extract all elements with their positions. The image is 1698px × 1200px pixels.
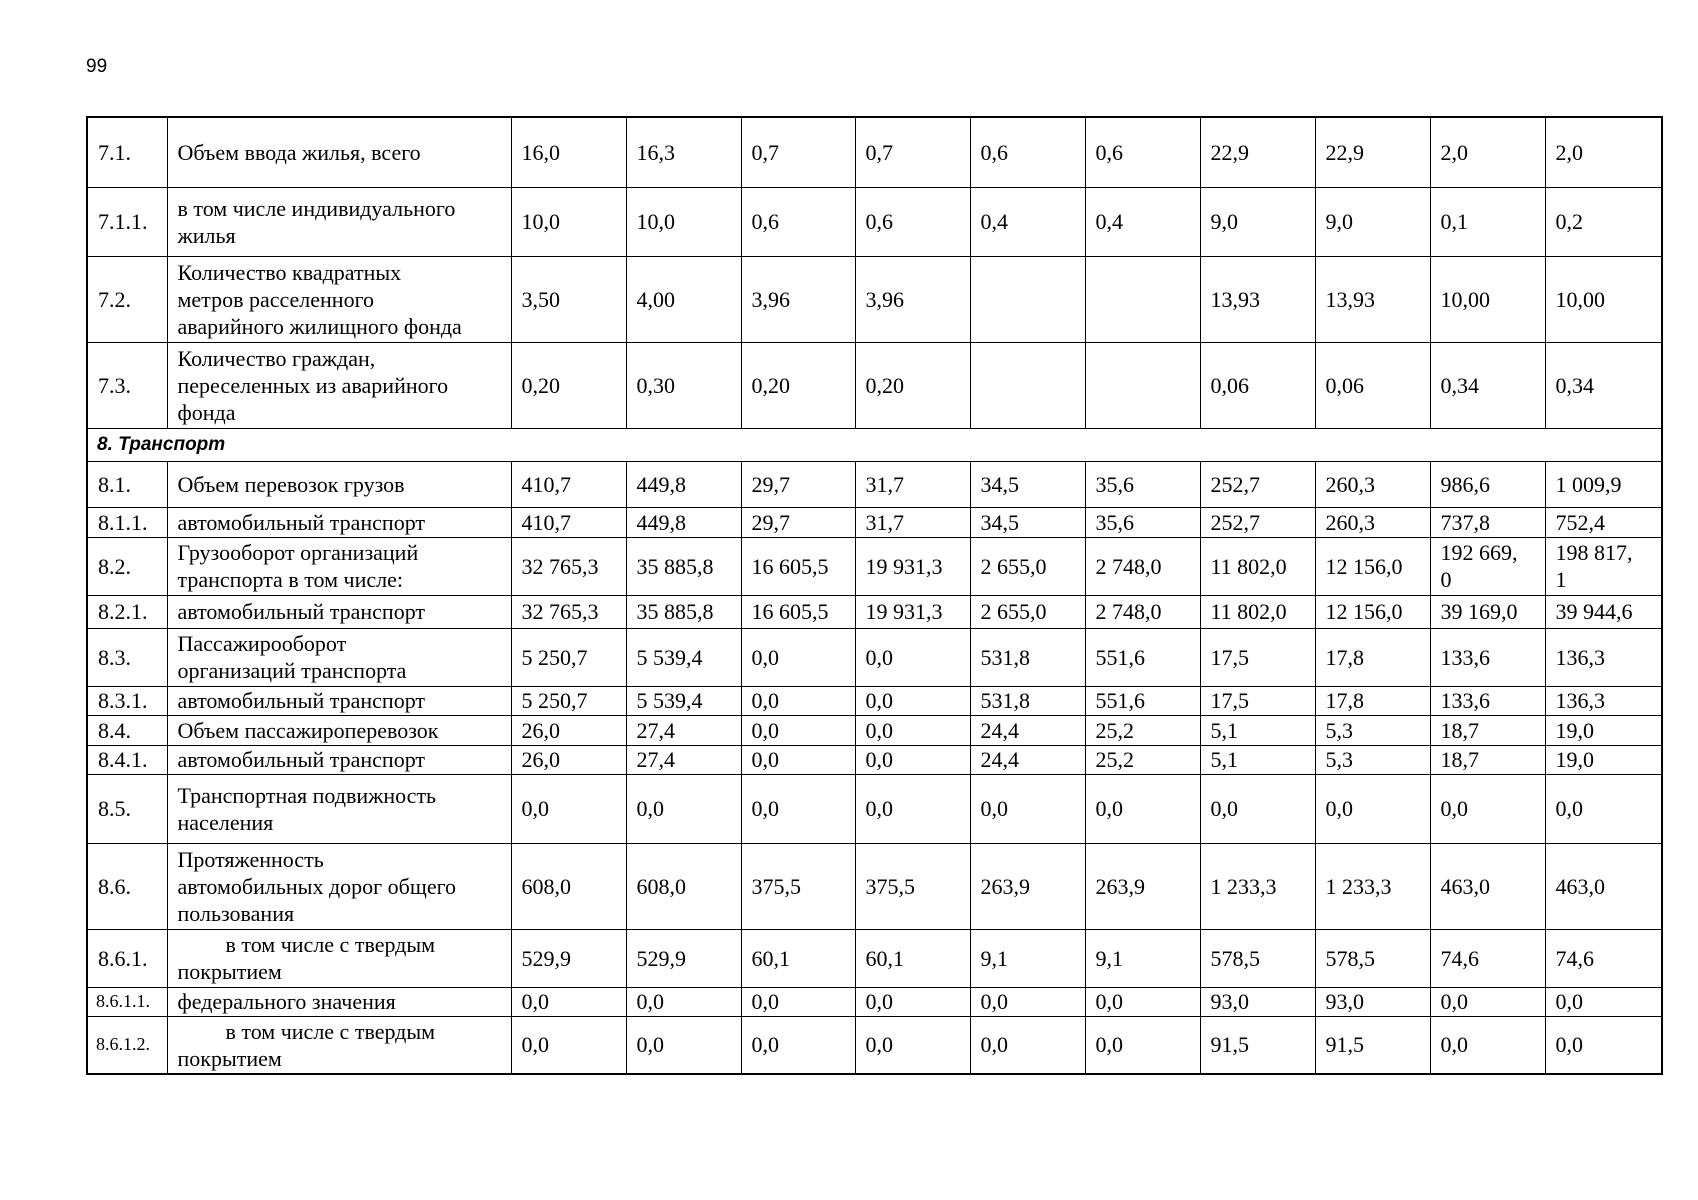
value-cell: 0,6	[970, 117, 1085, 187]
section-title: 8. Транспорт	[87, 428, 1662, 461]
row-label	[167, 537, 511, 595]
value-cell: 11 802,0	[1200, 595, 1315, 628]
value-cell: 375,5	[741, 843, 855, 929]
value-cell: 9,1	[970, 929, 1085, 987]
value-cell: 2 748,0	[1085, 595, 1200, 628]
value-cell: 0,30	[626, 342, 741, 428]
value-cell: 0,0	[626, 987, 741, 1016]
value-cell: 74,6	[1430, 929, 1545, 987]
value-cell: 19 931,3	[855, 537, 970, 595]
value-cell: 9,0	[1315, 187, 1430, 256]
value-cell: 17,8	[1315, 686, 1430, 715]
value-cell: 12 156,0	[1315, 537, 1430, 595]
value-cell: 0,6	[855, 187, 970, 256]
row-code: 8.6.1.	[87, 929, 167, 987]
row-label-line: покрытием	[177, 959, 282, 984]
value-cell: 18,7	[1430, 715, 1545, 745]
value-cell: 5 539,4	[626, 628, 741, 686]
value-cell: 26,0	[511, 715, 626, 745]
value-cell: 449,8	[626, 461, 741, 507]
section-header-row	[87, 428, 1662, 461]
value-cell: 5,1	[1200, 715, 1315, 745]
row-label-line: в том числе индивидуального	[177, 195, 456, 221]
row-label-line: автомобильный транспорт	[177, 509, 426, 535]
value-cell: 0,0	[1430, 774, 1545, 843]
value-cell: 136,3	[1545, 686, 1662, 715]
row-label-line: транспорта в том числе:	[177, 567, 403, 592]
row-code: 8.4.1.	[87, 745, 167, 774]
table-row	[87, 507, 1662, 537]
value-cell: 0,0	[626, 774, 741, 843]
value-cell: 12 156,0	[1315, 595, 1430, 628]
value-cell: 0,0	[511, 774, 626, 843]
row-label	[167, 745, 511, 774]
value-cell: 60,1	[741, 929, 855, 987]
value-cell: 0,0	[741, 1016, 855, 1074]
table-row	[87, 256, 1662, 342]
value-cell: 39 944,6	[1545, 595, 1662, 628]
statistics-table	[86, 116, 1663, 1075]
row-code: 7.2.	[87, 256, 167, 342]
value-cell: 24,4	[970, 715, 1085, 745]
row-label-line: Транспортная подвижность	[177, 782, 437, 808]
value-cell: 10,0	[511, 187, 626, 256]
table-row	[87, 987, 1662, 1016]
row-label-line: Протяженность	[177, 846, 324, 872]
value-cell: 24,4	[970, 745, 1085, 774]
value-cell: 0,0	[1085, 1016, 1200, 1074]
value-cell: 529,9	[626, 929, 741, 987]
value-cell: 0,2	[1545, 187, 1662, 256]
value-cell: 13,93	[1315, 256, 1430, 342]
row-label	[167, 187, 511, 256]
value-cell: 35 885,8	[626, 537, 741, 595]
value-cell: 0,6	[1085, 117, 1200, 187]
value-cell: 0,0	[855, 628, 970, 686]
value-cell: 22,9	[1315, 117, 1430, 187]
row-label	[167, 342, 511, 428]
value-cell: 5,1	[1200, 745, 1315, 774]
value-cell: 463,0	[1430, 843, 1545, 929]
row-code: 8.1.1.	[87, 507, 167, 537]
value-cell: 0,20	[741, 342, 855, 428]
page-number: 99	[86, 56, 108, 77]
value-cell	[970, 256, 1085, 342]
value-cell	[1085, 256, 1200, 342]
row-code: 8.2.	[87, 537, 167, 595]
value-cell: 16,3	[626, 117, 741, 187]
row-label	[167, 843, 511, 929]
table-row	[87, 929, 1662, 987]
value-cell: 551,6	[1085, 686, 1200, 715]
table-row	[87, 461, 1662, 507]
value-cell: 3,96	[855, 256, 970, 342]
value-cell: 410,7	[511, 461, 626, 507]
value-cell: 752,4	[1545, 507, 1662, 537]
value-cell: 93,0	[1315, 987, 1430, 1016]
value-cell: 18,7	[1430, 745, 1545, 774]
value-cell: 2 655,0	[970, 537, 1085, 595]
value-cell: 0,0	[855, 715, 970, 745]
value-cell: 0,0	[741, 715, 855, 745]
row-label-line: Объем пассажироперевозок	[177, 717, 439, 743]
table-row	[87, 117, 1662, 187]
value-cell: 5,3	[1315, 745, 1430, 774]
row-label	[167, 774, 511, 843]
value-cell: 0,0	[855, 987, 970, 1016]
row-label-line: аварийного жилищного фонда	[177, 313, 462, 339]
value-cell	[1430, 537, 1545, 595]
value-cell: 133,6	[1430, 686, 1545, 715]
value-cell: 0,06	[1200, 342, 1315, 428]
value-cell: 13,93	[1200, 256, 1315, 342]
value-cell: 0,0	[855, 1016, 970, 1074]
value-cell: 0,0	[511, 1016, 626, 1074]
value-cell: 74,6	[1545, 929, 1662, 987]
value-cell: 0,34	[1430, 342, 1545, 428]
value-cell: 133,6	[1430, 628, 1545, 686]
value-line: 1	[1555, 567, 1567, 592]
row-label-line: автомобильный транспорт	[177, 599, 426, 624]
value-cell: 0,0	[970, 987, 1085, 1016]
value-cell: 0,7	[855, 117, 970, 187]
row-label-line: организаций транспорта	[177, 658, 407, 683]
value-cell: 0,0	[741, 774, 855, 843]
value-cell: 0,20	[511, 342, 626, 428]
value-cell: 5 250,7	[511, 686, 626, 715]
row-code: 7.1.1.	[87, 187, 167, 256]
value-cell: 578,5	[1315, 929, 1430, 987]
value-cell: 9,0	[1200, 187, 1315, 256]
row-label-line: автомобильный транспорт	[177, 688, 426, 713]
value-cell: 27,4	[626, 745, 741, 774]
value-cell: 0,0	[626, 1016, 741, 1074]
value-cell: 2,0	[1545, 117, 1662, 187]
row-label	[167, 117, 511, 187]
value-cell: 91,5	[1315, 1016, 1430, 1074]
table-row	[87, 595, 1662, 628]
row-label	[167, 929, 511, 987]
value-cell: 31,7	[855, 507, 970, 537]
value-cell: 0,4	[970, 187, 1085, 256]
value-cell: 9,1	[1085, 929, 1200, 987]
value-line: 0	[1440, 567, 1452, 592]
value-cell: 5 250,7	[511, 628, 626, 686]
table-row	[87, 628, 1662, 686]
value-cell: 0,4	[1085, 187, 1200, 256]
value-cell: 463,0	[1545, 843, 1662, 929]
value-cell: 578,5	[1200, 929, 1315, 987]
table-row	[87, 774, 1662, 843]
row-label-line: Грузооборот организаций	[177, 540, 419, 565]
value-cell: 737,8	[1430, 507, 1545, 537]
value-cell: 986,6	[1430, 461, 1545, 507]
value-cell: 0,0	[741, 987, 855, 1016]
row-code: 8.6.1.1.	[87, 987, 167, 1016]
row-label-line: покрытием	[177, 1045, 282, 1071]
value-cell: 0,06	[1315, 342, 1430, 428]
row-label-line: Количество граждан,	[177, 345, 376, 371]
row-label-line: метров расселенного	[177, 286, 375, 312]
value-cell: 531,8	[970, 628, 1085, 686]
value-cell: 136,3	[1545, 628, 1662, 686]
value-cell: 3,96	[741, 256, 855, 342]
table-body	[87, 117, 1662, 1074]
row-label-line: Пассажирооборот	[177, 631, 347, 656]
row-label-line: Объем ввода жилья, всего	[177, 139, 421, 165]
value-cell: 16,0	[511, 117, 626, 187]
value-cell: 0,0	[970, 1016, 1085, 1074]
value-cell: 17,5	[1200, 628, 1315, 686]
value-cell: 0,0	[741, 686, 855, 715]
row-label	[167, 628, 511, 686]
value-cell: 2 748,0	[1085, 537, 1200, 595]
value-cell: 19,0	[1545, 715, 1662, 745]
value-cell: 2,0	[1430, 117, 1545, 187]
value-cell: 260,3	[1315, 507, 1430, 537]
table-row	[87, 342, 1662, 428]
value-cell: 531,8	[970, 686, 1085, 715]
value-cell: 93,0	[1200, 987, 1315, 1016]
value-cell: 0,0	[741, 745, 855, 774]
row-label	[167, 461, 511, 507]
value-cell: 60,1	[855, 929, 970, 987]
value-cell: 410,7	[511, 507, 626, 537]
value-cell: 529,9	[511, 929, 626, 987]
value-cell: 35,6	[1085, 461, 1200, 507]
value-line: 198 817,	[1555, 540, 1633, 565]
value-cell: 29,7	[741, 461, 855, 507]
value-cell: 0,0	[970, 774, 1085, 843]
value-cell: 0,0	[1315, 774, 1430, 843]
value-cell: 0,1	[1430, 187, 1545, 256]
value-cell	[1085, 342, 1200, 428]
value-cell: 0,0	[1545, 987, 1662, 1016]
value-cell: 2 655,0	[970, 595, 1085, 628]
value-cell: 31,7	[855, 461, 970, 507]
row-label	[167, 1016, 511, 1074]
value-cell: 0,0	[1430, 987, 1545, 1016]
row-label-line: Объем перевозок грузов	[177, 471, 405, 497]
value-cell: 608,0	[511, 843, 626, 929]
value-cell: 25,2	[1085, 715, 1200, 745]
row-code: 8.1.	[87, 461, 167, 507]
row-label-line: фонда	[177, 399, 236, 425]
row-label-line: переселенных из аварийного	[177, 372, 449, 398]
value-cell: 1 009,9	[1545, 461, 1662, 507]
value-cell	[970, 342, 1085, 428]
row-code: 8.6.	[87, 843, 167, 929]
value-cell: 0,0	[1430, 1016, 1545, 1074]
value-cell: 5 539,4	[626, 686, 741, 715]
table-row	[87, 686, 1662, 715]
value-cell: 0,0	[511, 987, 626, 1016]
row-label-line: Количество квадратных	[177, 259, 402, 285]
value-cell: 4,00	[626, 256, 741, 342]
table-row	[87, 715, 1662, 745]
value-cell: 263,9	[1085, 843, 1200, 929]
value-cell: 260,3	[1315, 461, 1430, 507]
table-row	[87, 537, 1662, 595]
value-cell: 375,5	[855, 843, 970, 929]
value-cell: 35 885,8	[626, 595, 741, 628]
row-code: 8.6.1.2.	[87, 1016, 167, 1074]
table-row	[87, 187, 1662, 256]
value-cell: 449,8	[626, 507, 741, 537]
value-cell: 0,0	[855, 774, 970, 843]
row-label	[167, 987, 511, 1016]
row-code: 7.1.	[87, 117, 167, 187]
value-cell: 0,0	[855, 686, 970, 715]
row-label-line: пользования	[177, 900, 295, 926]
row-label-line: в том числе с твердым	[225, 932, 436, 957]
row-code: 7.3.	[87, 342, 167, 428]
value-cell: 27,4	[626, 715, 741, 745]
table-row	[87, 843, 1662, 929]
value-cell: 29,7	[741, 507, 855, 537]
value-cell: 0,0	[1200, 774, 1315, 843]
table-row	[87, 1016, 1662, 1074]
table-row	[87, 745, 1662, 774]
value-cell: 32 765,3	[511, 595, 626, 628]
value-cell: 34,5	[970, 461, 1085, 507]
value-cell: 10,0	[626, 187, 741, 256]
value-cell: 0,7	[741, 117, 855, 187]
value-cell: 22,9	[1200, 117, 1315, 187]
value-cell: 0,0	[1545, 774, 1662, 843]
value-cell: 0,0	[855, 745, 970, 774]
row-code: 8.3.	[87, 628, 167, 686]
value-cell: 0,6	[741, 187, 855, 256]
row-code: 8.5.	[87, 774, 167, 843]
value-cell: 34,5	[970, 507, 1085, 537]
value-cell: 0,34	[1545, 342, 1662, 428]
row-code: 8.3.1.	[87, 686, 167, 715]
value-cell	[1545, 537, 1662, 595]
value-cell: 252,7	[1200, 507, 1315, 537]
row-code: 8.4.	[87, 715, 167, 745]
value-cell: 19,0	[1545, 745, 1662, 774]
row-code: 8.2.1.	[87, 595, 167, 628]
row-label	[167, 507, 511, 537]
value-cell: 263,9	[970, 843, 1085, 929]
value-line: 192 669,	[1440, 540, 1518, 565]
value-cell: 17,5	[1200, 686, 1315, 715]
value-cell: 0,0	[1545, 1016, 1662, 1074]
value-cell: 32 765,3	[511, 537, 626, 595]
row-label	[167, 686, 511, 715]
value-cell: 1 233,3	[1315, 843, 1430, 929]
value-cell: 11 802,0	[1200, 537, 1315, 595]
value-cell: 25,2	[1085, 745, 1200, 774]
row-label	[167, 715, 511, 745]
row-label-line: населения	[177, 809, 274, 835]
value-cell: 5,3	[1315, 715, 1430, 745]
row-label-line: жилья	[177, 222, 236, 248]
value-cell: 26,0	[511, 745, 626, 774]
value-cell: 3,50	[511, 256, 626, 342]
value-cell: 16 605,5	[741, 537, 855, 595]
value-cell: 10,00	[1545, 256, 1662, 342]
row-label	[167, 595, 511, 628]
value-cell: 1 233,3	[1200, 843, 1315, 929]
value-cell: 35,6	[1085, 507, 1200, 537]
value-cell: 17,8	[1315, 628, 1430, 686]
row-label-line: автомобильный транспорт	[177, 747, 426, 772]
value-cell: 16 605,5	[741, 595, 855, 628]
row-label-line: в том числе с твердым	[225, 1018, 436, 1044]
value-cell: 252,7	[1200, 461, 1315, 507]
row-label	[167, 256, 511, 342]
value-cell: 0,0	[1085, 774, 1200, 843]
value-cell: 10,00	[1430, 256, 1545, 342]
value-cell: 91,5	[1200, 1016, 1315, 1074]
value-cell: 551,6	[1085, 628, 1200, 686]
value-cell: 0,0	[1085, 987, 1200, 1016]
value-cell: 0,0	[741, 628, 855, 686]
row-label-line: автомобильных дорог общего	[177, 873, 457, 899]
value-cell: 608,0	[626, 843, 741, 929]
value-cell: 39 169,0	[1430, 595, 1545, 628]
value-cell: 0,20	[855, 342, 970, 428]
row-label-line: федерального значения	[177, 989, 396, 1014]
value-cell: 19 931,3	[855, 595, 970, 628]
